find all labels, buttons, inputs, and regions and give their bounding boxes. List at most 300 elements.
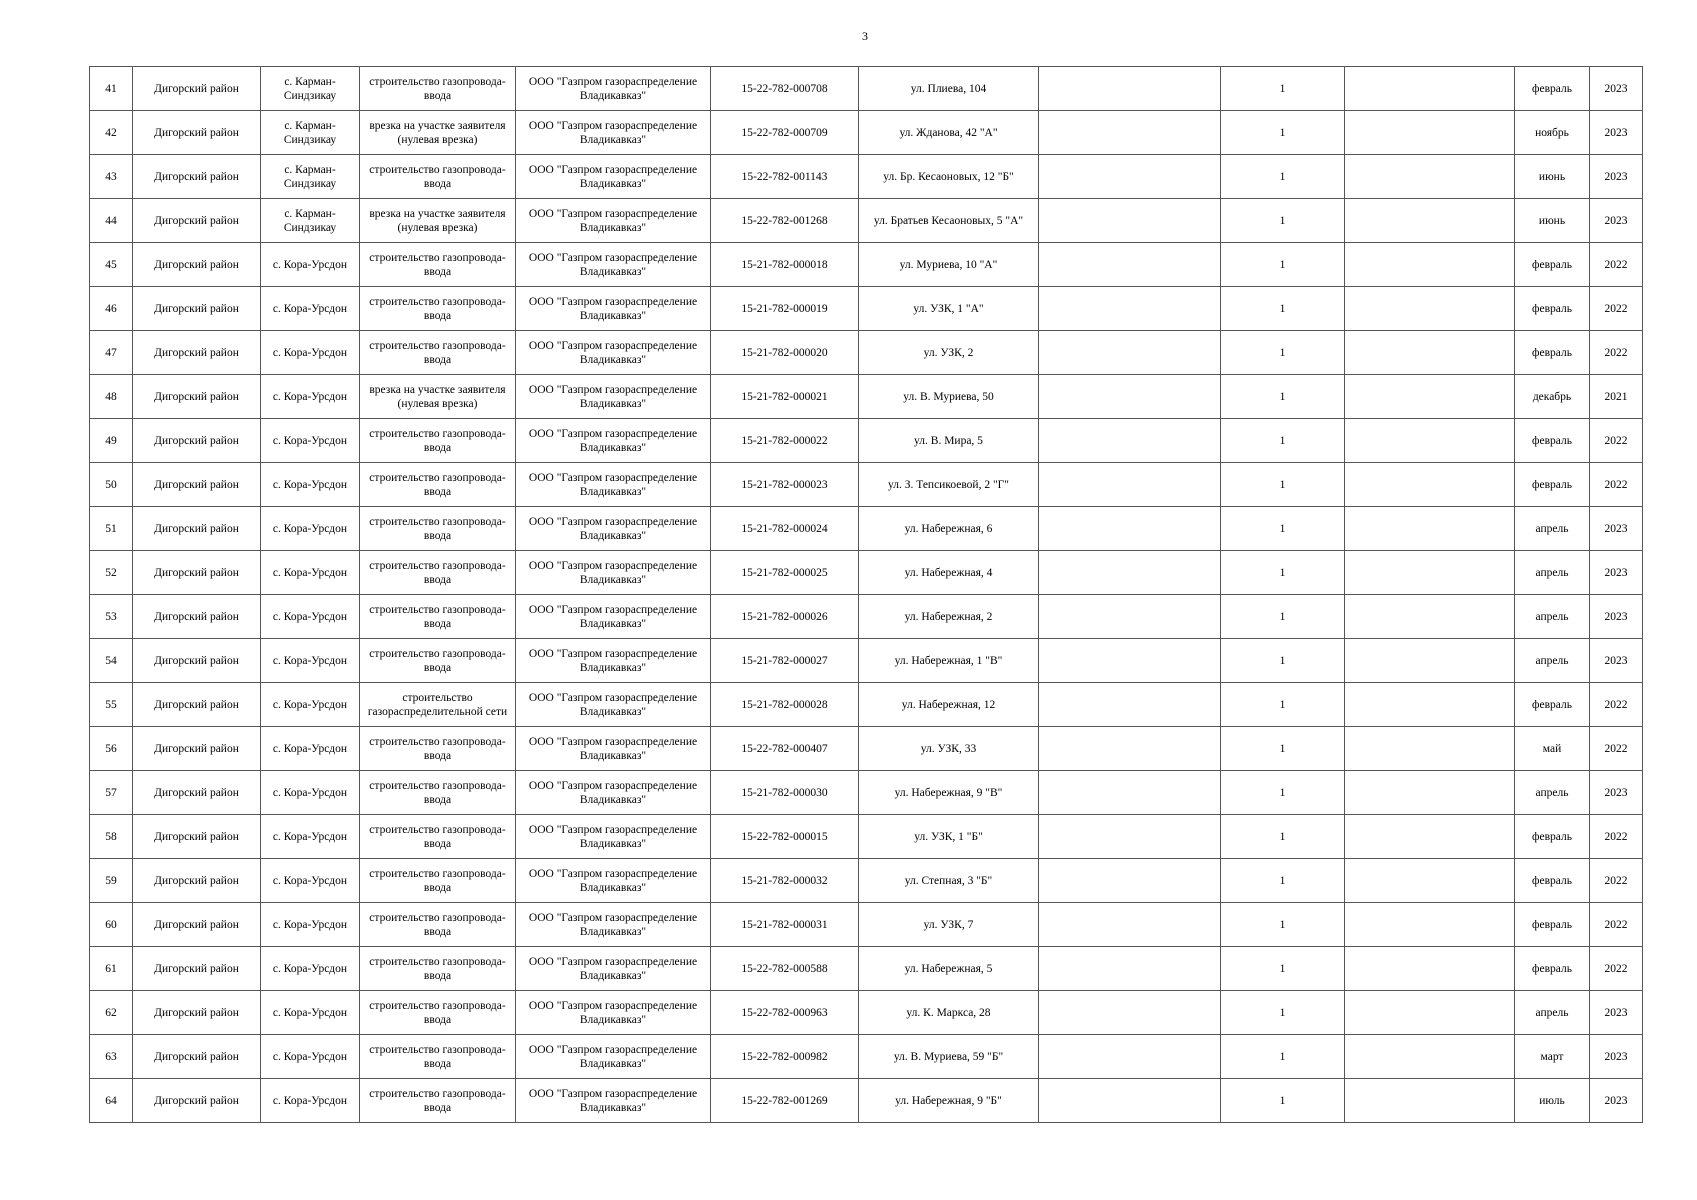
cell-work-type: строительство газопровода-ввода [360, 991, 516, 1035]
cell-num: 52 [90, 551, 133, 595]
cell-num: 44 [90, 199, 133, 243]
cell-address: ул. К. Маркса, 28 [859, 991, 1039, 1035]
table-row [90, 903, 1643, 947]
cell-extra2 [1345, 815, 1515, 859]
cell-year: 2023 [1590, 111, 1643, 155]
cell-extra2 [1345, 507, 1515, 551]
cell-month: февраль [1515, 463, 1590, 507]
cell-num: 59 [90, 859, 133, 903]
cell-work-type: врезка на участке заявителя (нулевая врезка) [360, 375, 516, 419]
cell-year: 2022 [1590, 331, 1643, 375]
cell-code: 15-22-782-001143 [711, 155, 859, 199]
cell-organization: ООО "Газпром газораспределение Владикавказ" [516, 155, 711, 199]
cell-code: 15-21-782-000030 [711, 771, 859, 815]
cell-work-type: строительство газопровода-ввода [360, 287, 516, 331]
cell-district: Дигорский район [133, 771, 261, 815]
cell-month: февраль [1515, 903, 1590, 947]
cell-settlement: с. Кора-Урсдон [261, 551, 360, 595]
cell-district: Дигорский район [133, 991, 261, 1035]
cell-work-type: врезка на участке заявителя (нулевая врезка) [360, 111, 516, 155]
cell-month: февраль [1515, 67, 1590, 111]
cell-work-type: строительство газопровода-ввода [360, 595, 516, 639]
cell-organization: ООО "Газпром газораспределение Владикавказ" [516, 287, 711, 331]
table-row [90, 683, 1643, 727]
cell-work-type: строительство газопровода-ввода [360, 1035, 516, 1079]
cell-organization: ООО "Газпром газораспределение Владикавказ" [516, 463, 711, 507]
cell-code: 15-21-782-000020 [711, 331, 859, 375]
cell-num: 47 [90, 331, 133, 375]
cell-organization: ООО "Газпром газораспределение Владикавказ" [516, 67, 711, 111]
table-row [90, 331, 1643, 375]
cell-extra1 [1039, 727, 1221, 771]
cell-year: 2023 [1590, 67, 1643, 111]
cell-district: Дигорский район [133, 507, 261, 551]
table-row [90, 419, 1643, 463]
cell-organization: ООО "Газпром газораспределение Владикавказ" [516, 727, 711, 771]
cell-organization: ООО "Газпром газораспределение Владикавказ" [516, 947, 711, 991]
cell-settlement: с. Кора-Урсдон [261, 287, 360, 331]
cell-qty: 1 [1221, 551, 1345, 595]
cell-extra1 [1039, 551, 1221, 595]
cell-code: 15-22-782-001268 [711, 199, 859, 243]
cell-district: Дигорский район [133, 551, 261, 595]
cell-qty: 1 [1221, 727, 1345, 771]
cell-num: 62 [90, 991, 133, 1035]
cell-year: 2023 [1590, 1079, 1643, 1123]
cell-extra1 [1039, 507, 1221, 551]
cell-month: ноябрь [1515, 111, 1590, 155]
table-row [90, 991, 1643, 1035]
cell-year: 2023 [1590, 155, 1643, 199]
cell-year: 2023 [1590, 551, 1643, 595]
cell-organization: ООО "Газпром газораспределение Владикавказ" [516, 243, 711, 287]
cell-year: 2023 [1590, 507, 1643, 551]
cell-year: 2022 [1590, 287, 1643, 331]
cell-qty: 1 [1221, 287, 1345, 331]
cell-extra2 [1345, 463, 1515, 507]
cell-year: 2022 [1590, 903, 1643, 947]
cell-year: 2022 [1590, 683, 1643, 727]
cell-qty: 1 [1221, 595, 1345, 639]
cell-work-type: строительство газопровода-ввода [360, 903, 516, 947]
cell-qty: 1 [1221, 639, 1345, 683]
cell-qty: 1 [1221, 375, 1345, 419]
cell-year: 2023 [1590, 199, 1643, 243]
cell-extra2 [1345, 683, 1515, 727]
cell-work-type: строительство газопровода-ввода [360, 639, 516, 683]
cell-code: 15-22-782-001269 [711, 1079, 859, 1123]
cell-num: 57 [90, 771, 133, 815]
cell-district: Дигорский район [133, 727, 261, 771]
table-row [90, 243, 1643, 287]
cell-address: ул. Набережная, 2 [859, 595, 1039, 639]
cell-num: 46 [90, 287, 133, 331]
cell-qty: 1 [1221, 683, 1345, 727]
table-row [90, 199, 1643, 243]
cell-qty: 1 [1221, 815, 1345, 859]
cell-num: 48 [90, 375, 133, 419]
cell-work-type: строительство газопровода-ввода [360, 947, 516, 991]
cell-address: ул. Жданова, 42 "А" [859, 111, 1039, 155]
cell-num: 43 [90, 155, 133, 199]
table-row [90, 507, 1643, 551]
cell-address: ул. УЗК, 1 "А" [859, 287, 1039, 331]
cell-extra1 [1039, 903, 1221, 947]
cell-settlement: с. Карман-Синдзикау [261, 155, 360, 199]
cell-district: Дигорский район [133, 199, 261, 243]
cell-extra1 [1039, 463, 1221, 507]
cell-address: ул. УЗК, 7 [859, 903, 1039, 947]
cell-district: Дигорский район [133, 287, 261, 331]
cell-extra1 [1039, 331, 1221, 375]
table-row [90, 287, 1643, 331]
cell-extra1 [1039, 155, 1221, 199]
cell-extra2 [1345, 155, 1515, 199]
cell-month: март [1515, 1035, 1590, 1079]
cell-extra2 [1345, 1079, 1515, 1123]
cell-num: 63 [90, 1035, 133, 1079]
cell-address: ул. Набережная, 4 [859, 551, 1039, 595]
cell-settlement: с. Кора-Урсдон [261, 903, 360, 947]
cell-address: ул. Муриева, 10 "А" [859, 243, 1039, 287]
table-row [90, 1079, 1643, 1123]
cell-code: 15-21-782-000028 [711, 683, 859, 727]
cell-work-type: строительство газопровода-ввода [360, 243, 516, 287]
cell-extra1 [1039, 67, 1221, 111]
table-row [90, 551, 1643, 595]
cell-month: февраль [1515, 419, 1590, 463]
cell-month: апрель [1515, 991, 1590, 1035]
cell-address: ул. Степная, 3 "Б" [859, 859, 1039, 903]
cell-extra2 [1345, 375, 1515, 419]
cell-year: 2023 [1590, 771, 1643, 815]
cell-organization: ООО "Газпром газораспределение Владикавказ" [516, 419, 711, 463]
cell-address: ул. Набережная, 6 [859, 507, 1039, 551]
cell-year: 2022 [1590, 463, 1643, 507]
cell-qty: 1 [1221, 111, 1345, 155]
cell-month: май [1515, 727, 1590, 771]
cell-district: Дигорский район [133, 375, 261, 419]
cell-num: 56 [90, 727, 133, 771]
table-row [90, 111, 1643, 155]
cell-extra2 [1345, 947, 1515, 991]
cell-year: 2022 [1590, 419, 1643, 463]
cell-extra1 [1039, 419, 1221, 463]
table-row [90, 815, 1643, 859]
cell-address: ул. Набережная, 5 [859, 947, 1039, 991]
cell-year: 2023 [1590, 639, 1643, 683]
cell-address: ул. В. Муриева, 59 "Б" [859, 1035, 1039, 1079]
registry-table [89, 66, 1643, 1123]
cell-extra2 [1345, 991, 1515, 1035]
cell-address: ул. Набережная, 9 "В" [859, 771, 1039, 815]
cell-num: 58 [90, 815, 133, 859]
table-row [90, 947, 1643, 991]
cell-month: апрель [1515, 551, 1590, 595]
cell-month: июль [1515, 1079, 1590, 1123]
cell-extra1 [1039, 595, 1221, 639]
cell-extra2 [1345, 67, 1515, 111]
cell-month: февраль [1515, 243, 1590, 287]
cell-extra1 [1039, 243, 1221, 287]
cell-district: Дигорский район [133, 155, 261, 199]
cell-district: Дигорский район [133, 67, 261, 111]
cell-month: июнь [1515, 155, 1590, 199]
table-row [90, 771, 1643, 815]
cell-settlement: с. Карман-Синдзикау [261, 111, 360, 155]
cell-code: 15-21-782-000026 [711, 595, 859, 639]
cell-extra2 [1345, 419, 1515, 463]
cell-work-type: строительство газопровода-ввода [360, 859, 516, 903]
cell-district: Дигорский район [133, 595, 261, 639]
cell-code: 15-21-782-000024 [711, 507, 859, 551]
cell-address: ул. УЗК, 2 [859, 331, 1039, 375]
cell-work-type: строительство газопровода-ввода [360, 507, 516, 551]
cell-year: 2023 [1590, 991, 1643, 1035]
cell-extra1 [1039, 859, 1221, 903]
cell-num: 61 [90, 947, 133, 991]
cell-code: 15-21-782-000031 [711, 903, 859, 947]
cell-extra1 [1039, 639, 1221, 683]
table-row [90, 67, 1643, 111]
cell-settlement: с. Кора-Урсдон [261, 859, 360, 903]
cell-address: ул. Набережная, 12 [859, 683, 1039, 727]
cell-extra2 [1345, 595, 1515, 639]
table-row [90, 639, 1643, 683]
cell-settlement: с. Кора-Урсдон [261, 683, 360, 727]
cell-num: 60 [90, 903, 133, 947]
cell-organization: ООО "Газпром газораспределение Владикавказ" [516, 815, 711, 859]
cell-month: апрель [1515, 639, 1590, 683]
cell-code: 15-21-782-000023 [711, 463, 859, 507]
cell-settlement: с. Кора-Урсдон [261, 815, 360, 859]
cell-organization: ООО "Газпром газораспределение Владикавказ" [516, 903, 711, 947]
cell-num: 45 [90, 243, 133, 287]
registry-body [90, 67, 1643, 1123]
cell-code: 15-22-782-000982 [711, 1035, 859, 1079]
cell-settlement: с. Кора-Урсдон [261, 595, 360, 639]
cell-extra2 [1345, 771, 1515, 815]
cell-settlement: с. Кора-Урсдон [261, 463, 360, 507]
cell-organization: ООО "Газпром газораспределение Владикавказ" [516, 551, 711, 595]
cell-organization: ООО "Газпром газораспределение Владикавказ" [516, 771, 711, 815]
cell-year: 2022 [1590, 947, 1643, 991]
cell-district: Дигорский район [133, 243, 261, 287]
cell-address: ул. В. Мира, 5 [859, 419, 1039, 463]
table-row [90, 463, 1643, 507]
cell-district: Дигорский район [133, 815, 261, 859]
cell-address: ул. УЗК, 33 [859, 727, 1039, 771]
table-row [90, 375, 1643, 419]
cell-work-type: строительство газопровода-ввода [360, 1079, 516, 1123]
cell-code: 15-21-782-000019 [711, 287, 859, 331]
cell-extra2 [1345, 859, 1515, 903]
cell-organization: ООО "Газпром газораспределение Владикавказ" [516, 507, 711, 551]
cell-code: 15-21-782-000025 [711, 551, 859, 595]
cell-year: 2022 [1590, 859, 1643, 903]
cell-extra2 [1345, 199, 1515, 243]
cell-settlement: с. Кора-Урсдон [261, 947, 360, 991]
cell-extra2 [1345, 111, 1515, 155]
cell-month: февраль [1515, 287, 1590, 331]
cell-month: апрель [1515, 507, 1590, 551]
cell-qty: 1 [1221, 947, 1345, 991]
cell-qty: 1 [1221, 1079, 1345, 1123]
cell-extra2 [1345, 243, 1515, 287]
cell-extra1 [1039, 947, 1221, 991]
cell-extra1 [1039, 199, 1221, 243]
cell-qty: 1 [1221, 771, 1345, 815]
cell-num: 49 [90, 419, 133, 463]
cell-settlement: с. Кора-Урсдон [261, 727, 360, 771]
cell-code: 15-22-782-000708 [711, 67, 859, 111]
cell-code: 15-22-782-000963 [711, 991, 859, 1035]
cell-organization: ООО "Газпром газораспределение Владикавказ" [516, 111, 711, 155]
cell-qty: 1 [1221, 507, 1345, 551]
table-row [90, 859, 1643, 903]
cell-month: апрель [1515, 771, 1590, 815]
cell-address: ул. В. Муриева, 50 [859, 375, 1039, 419]
cell-month: февраль [1515, 947, 1590, 991]
cell-address: ул. Плиева, 104 [859, 67, 1039, 111]
cell-district: Дигорский район [133, 1035, 261, 1079]
cell-organization: ООО "Газпром газораспределение Владикавказ" [516, 595, 711, 639]
cell-num: 50 [90, 463, 133, 507]
cell-extra2 [1345, 287, 1515, 331]
cell-settlement: с. Кора-Урсдон [261, 1035, 360, 1079]
cell-organization: ООО "Газпром газораспределение Владикавказ" [516, 991, 711, 1035]
cell-organization: ООО "Газпром газораспределение Владикавказ" [516, 199, 711, 243]
table-row [90, 1035, 1643, 1079]
cell-year: 2022 [1590, 727, 1643, 771]
cell-settlement: с. Кора-Урсдон [261, 419, 360, 463]
cell-work-type: строительство газораспределительной сети [360, 683, 516, 727]
cell-code: 15-21-782-000018 [711, 243, 859, 287]
cell-district: Дигорский район [133, 331, 261, 375]
cell-code: 15-22-782-000588 [711, 947, 859, 991]
cell-month: декабрь [1515, 375, 1590, 419]
cell-year: 2022 [1590, 815, 1643, 859]
cell-qty: 1 [1221, 1035, 1345, 1079]
cell-qty: 1 [1221, 903, 1345, 947]
cell-extra2 [1345, 331, 1515, 375]
cell-organization: ООО "Газпром газораспределение Владикавказ" [516, 639, 711, 683]
cell-district: Дигорский район [133, 111, 261, 155]
cell-organization: ООО "Газпром газораспределение Владикавказ" [516, 683, 711, 727]
cell-month: февраль [1515, 331, 1590, 375]
cell-extra1 [1039, 287, 1221, 331]
cell-num: 42 [90, 111, 133, 155]
cell-extra1 [1039, 1079, 1221, 1123]
table-row [90, 595, 1643, 639]
cell-year: 2022 [1590, 243, 1643, 287]
cell-district: Дигорский район [133, 947, 261, 991]
cell-year: 2023 [1590, 1035, 1643, 1079]
cell-qty: 1 [1221, 419, 1345, 463]
cell-code: 15-22-782-000709 [711, 111, 859, 155]
cell-address: ул. Набережная, 1 "В" [859, 639, 1039, 683]
cell-address: ул. Бр. Кесаоновых, 12 "Б" [859, 155, 1039, 199]
cell-organization: ООО "Газпром газораспределение Владикавказ" [516, 1079, 711, 1123]
cell-extra2 [1345, 1035, 1515, 1079]
cell-district: Дигорский район [133, 419, 261, 463]
cell-num: 53 [90, 595, 133, 639]
cell-qty: 1 [1221, 463, 1345, 507]
cell-work-type: строительство газопровода-ввода [360, 463, 516, 507]
cell-month: июнь [1515, 199, 1590, 243]
cell-month: февраль [1515, 859, 1590, 903]
cell-settlement: с. Кора-Урсдон [261, 771, 360, 815]
table-row [90, 727, 1643, 771]
cell-district: Дигорский район [133, 1079, 261, 1123]
page-number: 3 [862, 29, 868, 43]
cell-extra2 [1345, 551, 1515, 595]
cell-organization: ООО "Газпром газораспределение Владикавказ" [516, 331, 711, 375]
cell-extra2 [1345, 727, 1515, 771]
cell-work-type: строительство газопровода-ввода [360, 771, 516, 815]
cell-code: 15-21-782-000022 [711, 419, 859, 463]
cell-work-type: строительство газопровода-ввода [360, 815, 516, 859]
cell-extra2 [1345, 639, 1515, 683]
cell-qty: 1 [1221, 243, 1345, 287]
cell-qty: 1 [1221, 199, 1345, 243]
cell-code: 15-22-782-000015 [711, 815, 859, 859]
cell-work-type: строительство газопровода-ввода [360, 331, 516, 375]
cell-settlement: с. Кора-Урсдон [261, 507, 360, 551]
cell-extra1 [1039, 815, 1221, 859]
cell-num: 55 [90, 683, 133, 727]
cell-code: 15-22-782-000407 [711, 727, 859, 771]
cell-settlement: с. Кора-Урсдон [261, 375, 360, 419]
cell-extra2 [1345, 903, 1515, 947]
cell-qty: 1 [1221, 859, 1345, 903]
cell-month: апрель [1515, 595, 1590, 639]
cell-code: 15-21-782-000032 [711, 859, 859, 903]
cell-organization: ООО "Газпром газораспределение Владикавказ" [516, 375, 711, 419]
cell-extra1 [1039, 111, 1221, 155]
cell-qty: 1 [1221, 155, 1345, 199]
cell-num: 64 [90, 1079, 133, 1123]
cell-num: 54 [90, 639, 133, 683]
cell-month: февраль [1515, 683, 1590, 727]
cell-extra1 [1039, 375, 1221, 419]
cell-settlement: с. Кора-Урсдон [261, 331, 360, 375]
cell-year: 2021 [1590, 375, 1643, 419]
cell-district: Дигорский район [133, 639, 261, 683]
cell-qty: 1 [1221, 67, 1345, 111]
cell-code: 15-21-782-000027 [711, 639, 859, 683]
cell-settlement: с. Кора-Урсдон [261, 243, 360, 287]
cell-code: 15-21-782-000021 [711, 375, 859, 419]
cell-month: февраль [1515, 815, 1590, 859]
cell-settlement: с. Кора-Урсдон [261, 639, 360, 683]
cell-district: Дигорский район [133, 859, 261, 903]
cell-work-type: врезка на участке заявителя (нулевая врезка) [360, 199, 516, 243]
cell-work-type: строительство газопровода-ввода [360, 155, 516, 199]
cell-extra1 [1039, 683, 1221, 727]
cell-settlement: с. Карман-Синдзикау [261, 199, 360, 243]
cell-address: ул. Набережная, 9 "Б" [859, 1079, 1039, 1123]
cell-work-type: строительство газопровода-ввода [360, 551, 516, 595]
cell-year: 2023 [1590, 595, 1643, 639]
cell-extra1 [1039, 1035, 1221, 1079]
cell-num: 51 [90, 507, 133, 551]
cell-work-type: строительство газопровода-ввода [360, 727, 516, 771]
cell-qty: 1 [1221, 991, 1345, 1035]
cell-settlement: с. Кора-Урсдон [261, 1079, 360, 1123]
cell-work-type: строительство газопровода-ввода [360, 419, 516, 463]
table-row [90, 155, 1643, 199]
